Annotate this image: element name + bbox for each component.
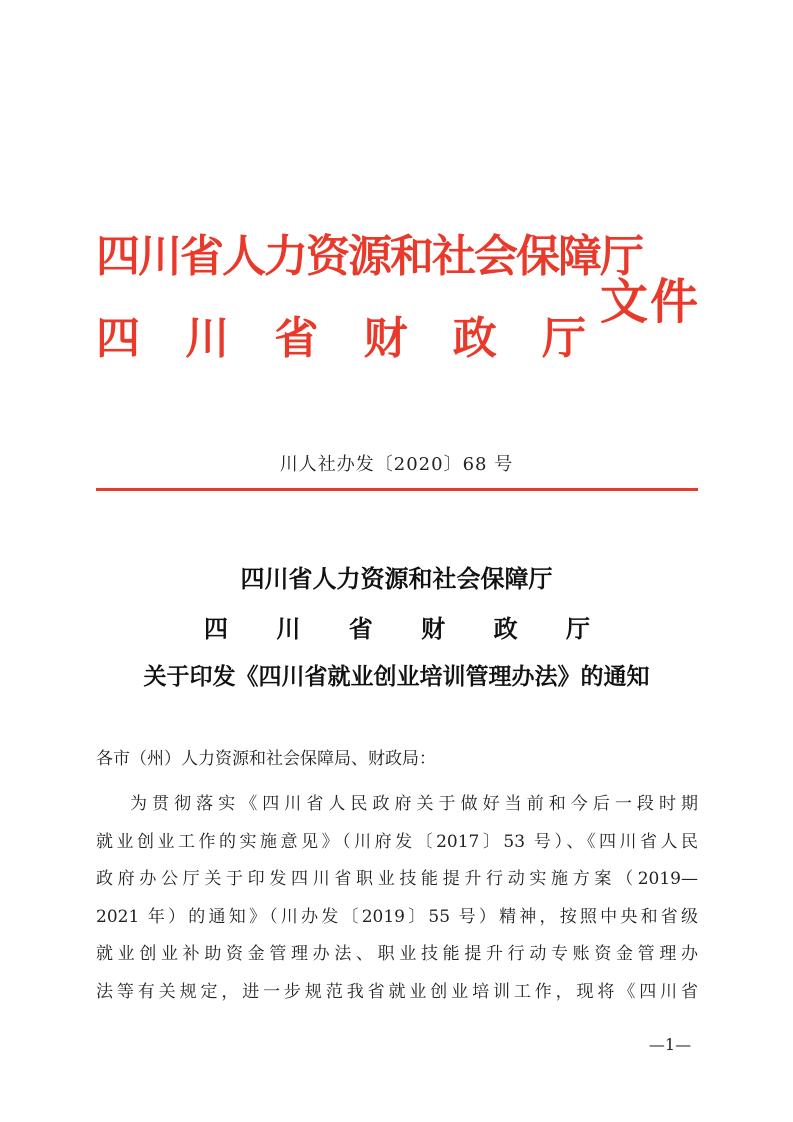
title-subject: 关于印发《四川省就业创业培训管理办法》的通知	[143, 663, 650, 690]
title-issuer-1: 四川省人力资源和社会保障厅	[240, 564, 553, 593]
red-header	[96, 222, 706, 382]
issuer-finance-char: 川	[185, 313, 230, 364]
title-issuer-2-char: 四	[204, 614, 228, 643]
body-paragraph	[96, 786, 698, 1011]
title-issuer-2-char: 政	[493, 614, 518, 643]
issuer-finance-char: 财	[363, 313, 408, 364]
document-number: 川人社办发〔2020〕68 号	[279, 454, 514, 475]
issuer-finance-char: 省	[274, 313, 319, 364]
body-line: 法等有关规定，进一步规范我省就业创业培训工作，现将《四川省	[96, 981, 698, 1002]
body-line: 2021 年）的通知》（川办发〔2019〕55 号）精神，按照中央和省级	[96, 906, 698, 927]
issuer-finance-char: 四	[96, 313, 140, 364]
issuer-finance-char: 政	[452, 313, 497, 364]
title-issuer-2-char: 厅	[565, 614, 590, 643]
title-issuer-2-char: 川	[276, 614, 301, 643]
body-line: 就业创业补助资金管理办法、职业技能提升行动专账资金管理办	[96, 944, 698, 964]
body-line: 为贯彻落实《四川省人民政府关于做好当前和今后一段时期	[130, 794, 698, 814]
issuer-finance	[96, 314, 586, 364]
body-line: 政府办公厅关于印发四川省职业技能提升行动实施方案（2019—	[96, 869, 698, 889]
salutation: 各市（州）人力资源和社会保障局、财政局：	[96, 749, 436, 769]
title-issuer-2	[204, 612, 590, 646]
title-issuer-2-char: 省	[348, 614, 373, 643]
title-issuer-2-char: 财	[421, 614, 446, 643]
red-separator-line	[96, 488, 698, 491]
issuer-finance-char: 厅	[541, 313, 586, 364]
body-line: 就业创业工作的实施意见》（川府发〔2017〕53 号）、《四川省人民	[96, 831, 698, 852]
doc-type-word: 文件	[600, 274, 701, 330]
issuer-hrss: 四川省人力资源和社会保障厅	[96, 231, 642, 282]
page-number: —1—	[648, 1035, 692, 1054]
